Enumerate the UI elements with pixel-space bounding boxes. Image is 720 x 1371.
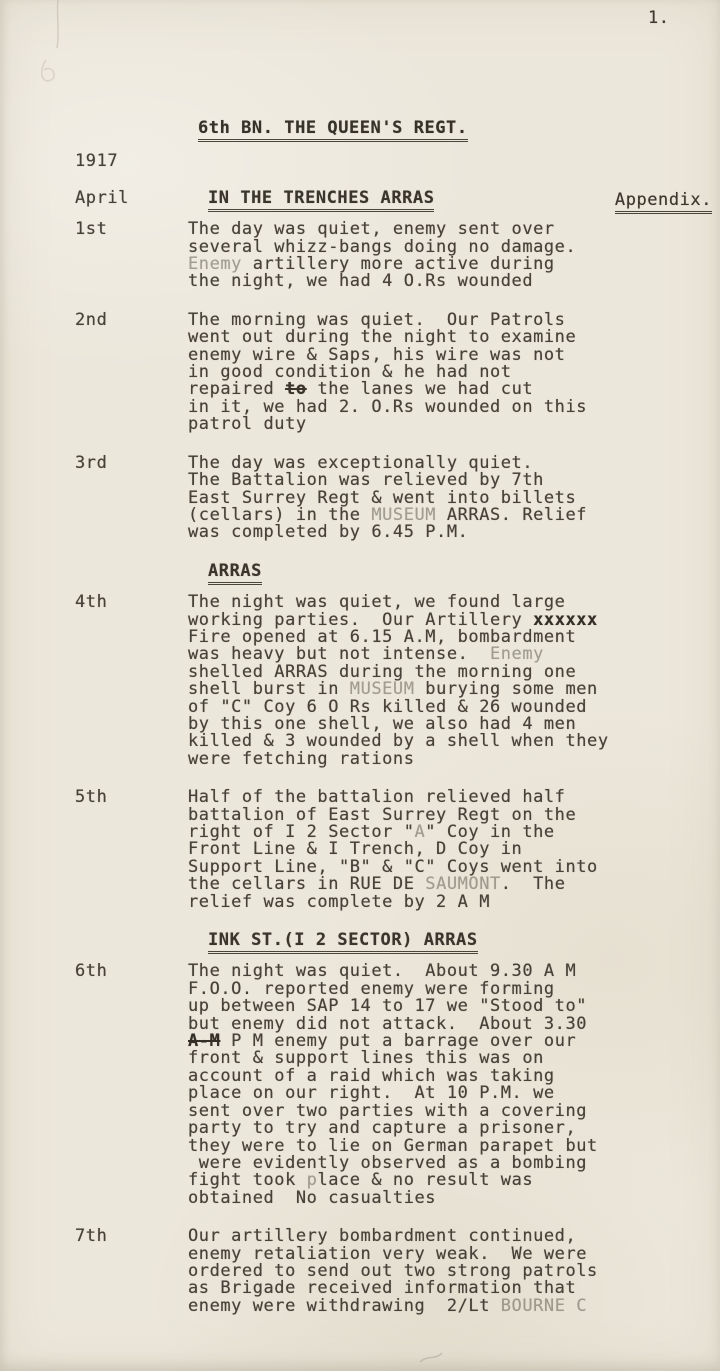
entry-line: the cellars in RUE DE SAUMONT. The [188,874,566,895]
entry-line: by this one shell, we also had 4 men [188,713,577,734]
entry-text [188,594,712,768]
entry-line: ordered to send out two strong patrols [188,1260,598,1281]
section-heading [188,932,712,949]
pencil-mark-top-left [42,60,54,81]
entry-line: they were to lie on German parapet but [188,1135,598,1156]
page-number: 1. [648,8,670,28]
entry-line: enemy were withdrawing 2/Lt BOURNE C [188,1295,588,1316]
appendix-label [614,189,712,210]
entry-line: in it, we had 2. O.Rs wounded on this [188,396,588,417]
entry-line: up between SAP 14 to 17 we "Stood to" [188,996,588,1017]
entry-line: right of I 2 Sector "A" Coy in the [188,822,555,842]
entry-text [188,221,712,291]
struck-out-text: to [285,379,307,400]
entry-line: Support Line, "B" & "C" Coys went into [188,856,598,877]
diary-entry-3rd [75,452,712,543]
entry-line: fight took place & no result was [188,1170,534,1191]
thread-mark [57,0,58,48]
diary-entries [75,221,712,1315]
diary-entry-2nd [75,309,712,435]
entry-line: was completed by 6.45 P.M. [188,522,469,543]
entry-line: obtained No casualties [188,1187,437,1208]
entry-line: The morning was quiet. Our Patrols [188,309,566,330]
diary-entry-4th [75,594,712,768]
faded-text: SAUMONT [425,874,501,895]
entry-text [188,789,712,911]
entry-line: front & support lines this was on [188,1048,544,1069]
entry-line: was heavy but not intense. Enemy [188,644,544,665]
entry-line: as Brigade received information that [188,1278,577,1299]
overstruck-text: xxxxxx [533,609,598,630]
entry-line: of "C" Coy 6 O Rs killed & 26 wounded [188,696,588,717]
entry-text [188,309,712,435]
section-heading [188,560,712,581]
entry-line: went out during the night to examine [188,327,577,348]
entry-line: The night was quiet. About 9.30 A M [188,961,577,982]
entry-date: 6th [75,961,108,982]
entry-line: enemy wire & Saps, his wire was not [188,344,566,365]
entry-line: were evidently observed as a bombing [188,1152,588,1173]
entry-line: party to try and capture a prisoner, [188,1118,577,1139]
entry-text [188,963,712,1207]
entry-line: The day was quiet, enemy sent over [188,219,555,240]
entry-line: relief was complete by 2 A M [188,891,490,912]
pencil-mark-bottom [420,1353,442,1362]
faded-text: MUSEUM [371,504,437,525]
entry-line: (cellars) in the MUSEUM ARRAS. Relief [188,504,588,525]
entry-text [188,452,712,543]
entry-line: A-M P M enemy put a barrage over our [188,1031,577,1052]
entry-date: 4th [75,592,108,613]
diary-entry-5th [75,789,712,911]
year-label: 1917 [75,151,119,172]
entry-line: Front Line & I Trench, D Coy in [188,839,523,860]
entry-date: 1st [75,219,108,240]
entry-line: the night, we had 4 O.Rs wounded [188,271,534,292]
entry-line: enemy retaliation very weak. We were [188,1243,588,1264]
entry-line: The Battalion was relieved by 7th [188,470,544,491]
diary-entry-1st [75,221,712,291]
entry-line: were fetching rations [188,748,415,769]
section-heading-text: ARRAS [208,561,262,585]
faded-text: Enemy [489,644,544,665]
faded-text: A [414,822,426,842]
entry-line: Enemy artillery more active during [188,254,555,275]
section-heading-text: INK ST.(I 2 SECTOR) ARRAS [208,930,478,954]
month-label: April [75,187,129,208]
entry-date: 7th [75,1226,108,1247]
entry-line: Fire opened at 6.15 A.M, bombardment [188,626,577,647]
diary-entry-6th [75,963,712,1207]
faded-text: p [306,1170,318,1191]
struck-out-text: A-M [188,1031,221,1052]
entry-line: battalion of East Surrey Regt on the [188,804,577,825]
faded-text: MUSEUM [349,679,415,700]
diary-content [75,120,712,1336]
entry-line: account of a raid which was taking [188,1065,555,1086]
entry-line: East Surrey Regt & went into billets [188,487,577,508]
entry-line: The night was quiet, we found large [188,592,566,613]
diary-entry-7th [75,1228,712,1315]
battalion-title-text: 6th BN. THE QUEEN'S REGT. [198,118,468,142]
entry-line: but enemy did not attack. About 3.30 [188,1013,588,1034]
entry-date: 5th [75,787,108,808]
entry-line: place on our right. At 10 P.M. we [188,1083,555,1104]
entry-line: sent over two parties with a covering [188,1100,588,1121]
entry-line: shelled ARRAS during the morning one [188,661,577,682]
entry-date: 2nd [75,309,108,330]
section-title-trenches [188,187,435,208]
entry-text [188,1228,712,1315]
entry-line: patrol duty [188,414,307,435]
faded-text: BOURNE C [500,1295,588,1316]
entry-line: repaired to the lanes we had cut [188,379,534,400]
entry-line: working parties. Our Artillery xxxxxx [188,609,598,630]
entry-line: killed & 3 wounded by a shell when they [188,731,609,752]
entry-line: Our artillery bombardment continued, [188,1226,577,1247]
entry-line: The day was exceptionally quiet. [188,452,534,473]
entry-line: Half of the battalion relieved half [188,787,566,808]
month-header-row [75,187,712,210]
section-title-text: IN THE TRENCHES ARRAS [208,188,434,212]
entry-line: several whizz-bangs doing no damage. [188,236,577,257]
appendix-text: Appendix. [615,190,712,214]
entry-date: 3rd [75,452,108,473]
entry-line: F.O.O. reported enemy were forming [188,978,555,999]
faded-text: Enemy [188,254,242,275]
entry-line: shell burst in MUSEUM burying some men [188,679,598,700]
battalion-title [198,120,712,137]
entry-line: in good condition & he had not [188,362,512,383]
